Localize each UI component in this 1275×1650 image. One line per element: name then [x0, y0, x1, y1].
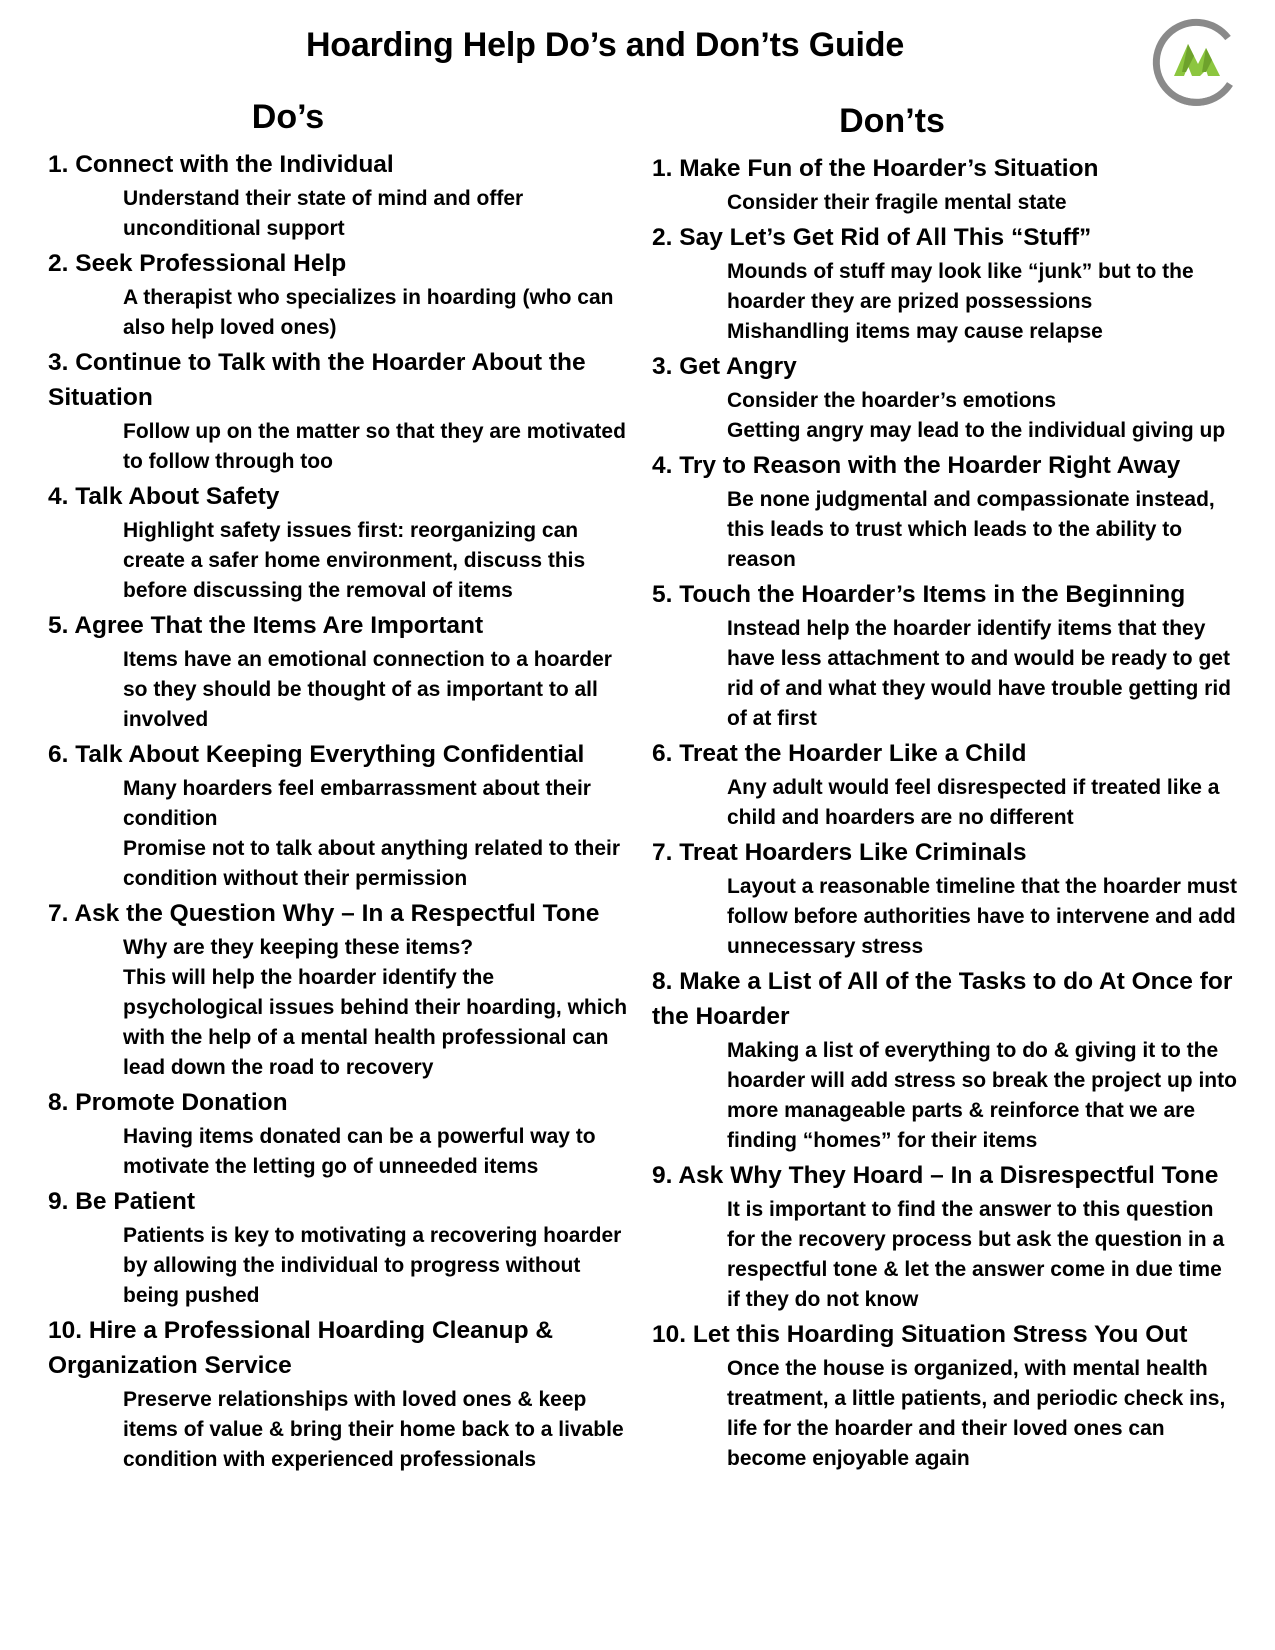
donts-heading: Don’ts: [839, 102, 945, 140]
donts-item-body: [652, 1036, 1242, 1156]
donts-item-title: 3. Get Angry: [652, 353, 797, 380]
dos-item-body: [48, 516, 638, 606]
donts-item-body: [652, 872, 1242, 962]
donts-item-text: Be none judgmental and compassionate instead, this leads to trust which leads to the ability to reason: [727, 488, 1215, 571]
dos-item-text: Having items donated can be a powerful way to motivate the letting go of unneeded items: [123, 1125, 596, 1178]
donts-item-title: 7. Treat Hoarders Like Criminals: [652, 839, 1027, 866]
donts-list: [652, 151, 1242, 1474]
donts-item-title: 10. Let this Hoarding Situation Stress You Out: [652, 1321, 1188, 1348]
dos-item-body: [48, 933, 638, 1083]
donts-item-title: 8. Make a List of All of the Tasks to do At Once for the Hoarder: [652, 968, 1233, 1030]
dos-item-title: 8. Promote Donation: [48, 1089, 288, 1116]
donts-item-title: 5. Touch the Hoarder’s Items in the Beginning: [652, 581, 1186, 608]
donts-item-text: Making a list of everything to do & giving it to the hoarder will add stress so break the project up into more manageable parts & reinforce that we are finding “homes” for their items: [727, 1039, 1237, 1152]
dos-item: [48, 479, 638, 606]
donts-item-title: 6. Treat the Hoarder Like a Child: [652, 740, 1027, 767]
dos-item-title: 6. Talk About Keeping Everything Confidential: [48, 741, 585, 768]
donts-item-body: [652, 1354, 1242, 1474]
dos-item-text: Understand their state of mind and offer unconditional support: [123, 187, 524, 240]
dos-column: [48, 98, 638, 1477]
donts-item: [652, 220, 1242, 347]
dos-item-text: Why are they keeping these items?: [123, 936, 474, 959]
dos-item: [48, 147, 638, 244]
dos-item-body: [48, 774, 638, 894]
dos-item: [48, 1184, 638, 1311]
donts-item: [652, 448, 1242, 575]
dos-item-body: [48, 283, 638, 343]
donts-item-title: 9. Ask Why They Hoard – In a Disrespectful Tone: [652, 1162, 1219, 1189]
dos-item-title: 9. Be Patient: [48, 1188, 196, 1215]
donts-item: [652, 835, 1242, 962]
dos-item-title: 7. Ask the Question Why – In a Respectful Tone: [48, 900, 600, 927]
dos-item-text: Items have an emotional connection to a hoarder so they should be thought of as important to all involved: [123, 648, 612, 731]
donts-item-text: It is important to find the answer to this question for the recovery process but ask the question in a respectful tone & let the answer come in due time if they do not know: [727, 1198, 1225, 1311]
dos-item-title: 3. Continue to Talk with the Hoarder About the Situation: [48, 349, 586, 411]
donts-item-text: Mishandling items may cause relapse: [727, 320, 1103, 343]
dos-item: [48, 246, 638, 343]
dos-item-text: A therapist who specializes in hoarding (who can also help loved ones): [123, 286, 614, 339]
dos-item-text: Follow up on the matter so that they are motivated to follow through too: [123, 420, 626, 473]
donts-item-text: Layout a reasonable timeline that the hoarder must follow before authorities have to intervene and add unnecessary stress: [727, 875, 1237, 958]
dos-item: [48, 1313, 638, 1475]
donts-item-body: [652, 773, 1242, 833]
donts-item-text: Getting angry may lead to the individual giving up: [727, 419, 1226, 442]
donts-item-body: [652, 1195, 1242, 1315]
donts-item-text: Consider the hoarder’s emotions: [727, 389, 1057, 412]
dos-list: [48, 147, 638, 1475]
dos-item-text: Promise not to talk about anything related to their condition without their permission: [123, 837, 621, 890]
dos-item-title: 5. Agree That the Items Are Important: [48, 612, 484, 639]
donts-item: [652, 1317, 1242, 1474]
donts-item-body: [652, 188, 1242, 218]
donts-item-text: Mounds of stuff may look like “junk” but to the hoarder they are prized possessions: [727, 260, 1194, 313]
donts-item-body: [652, 614, 1242, 734]
dos-heading: Do’s: [251, 98, 325, 136]
dos-item-body: [48, 1385, 638, 1475]
donts-item: [652, 1158, 1242, 1315]
dos-item-body: [48, 1221, 638, 1311]
donts-item-title: 1. Make Fun of the Hoarder’s Situation: [652, 155, 1099, 182]
dos-item-body: [48, 645, 638, 735]
dos-item-text: Highlight safety issues first: reorganizing can create a safer home environment, discuss this before discussing the removal of items: [123, 519, 586, 602]
dos-item: [48, 345, 638, 477]
donts-item-body: [652, 485, 1242, 575]
dos-item-title: 4. Talk About Safety: [48, 483, 280, 510]
donts-item: [652, 151, 1242, 218]
page-title: Hoarding Help Do’s and Don’ts Guide: [305, 26, 905, 64]
donts-item-text: Once the house is organized, with mental health treatment, a little patients, and periodic check ins, life for the hoarder and their loved ones can become enjoyable again: [727, 1357, 1226, 1470]
donts-column: [652, 98, 1242, 1476]
dos-item-text: This will help the hoarder identify the psychological issues behind their hoarding, which with the help of a mental health professional can lead down the road to recovery: [123, 966, 628, 1079]
donts-item-title: 2. Say Let’s Get Rid of All This “Stuff”: [652, 224, 1092, 251]
donts-item-title: 4. Try to Reason with the Hoarder Right Away: [652, 452, 1181, 479]
dos-item-body: [48, 1122, 638, 1182]
donts-item-text: Instead help the hoarder identify items that they have less attachment to and would be ready to get rid of and what they would have trouble getting rid of at first: [727, 617, 1232, 730]
donts-item: [652, 577, 1242, 734]
dos-item: [48, 1085, 638, 1182]
donts-item: [652, 736, 1242, 833]
donts-item: [652, 964, 1242, 1156]
donts-item-text: Any adult would feel disrespected if treated like a child and hoarders are no different: [727, 776, 1220, 829]
dos-item: [48, 608, 638, 735]
donts-item-text: Consider their fragile mental state: [727, 191, 1067, 214]
dos-item-text: Preserve relationships with loved ones & keep items of value & bring their home back to a livable condition with experienced professionals: [123, 1388, 624, 1471]
donts-item: [652, 349, 1242, 446]
dos-item-text: Many hoarders feel embarrassment about their condition: [123, 777, 591, 830]
dos-item: [48, 737, 638, 894]
dos-item-title: 1. Connect with the Individual: [48, 151, 394, 178]
donts-item-body: [652, 386, 1242, 446]
dos-item-body: [48, 184, 638, 244]
dos-item-body: [48, 417, 638, 477]
dos-item-title: 2. Seek Professional Help: [48, 250, 347, 277]
dos-item-text: Patients is key to motivating a recovering hoarder by allowing the individual to progress without being pushed: [123, 1224, 622, 1307]
donts-item-body: [652, 257, 1242, 347]
dos-item: [48, 896, 638, 1083]
logo-icon: [1148, 14, 1244, 110]
dos-item-title: 10. Hire a Professional Hoarding Cleanup & Organization Service: [48, 1317, 554, 1379]
